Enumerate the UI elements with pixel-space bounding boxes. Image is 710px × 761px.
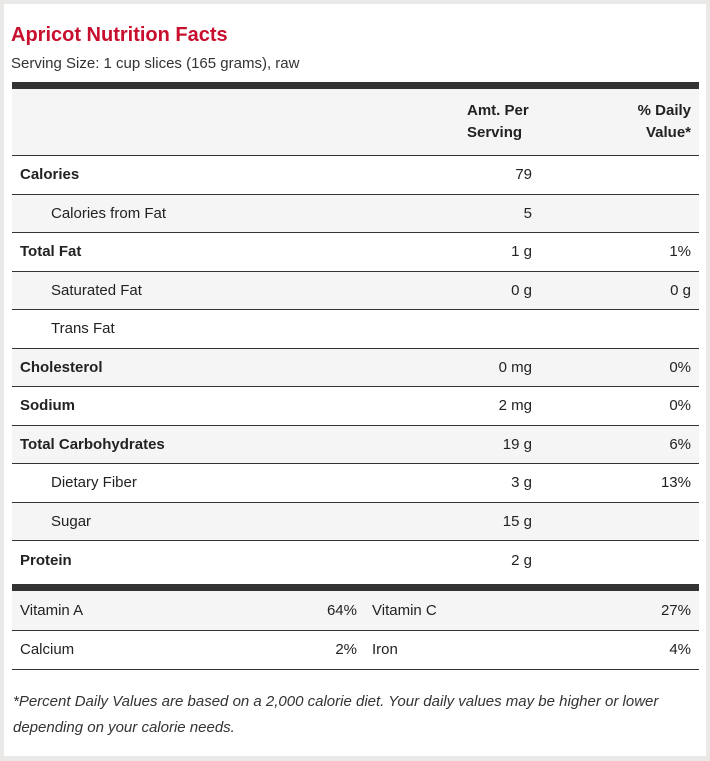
- row-amount: 2 g: [511, 551, 532, 569]
- row-amount: 5: [523, 204, 532, 222]
- row-amount: 15 g: [502, 512, 532, 530]
- header-amount: [412, 100, 532, 144]
- vitamin-value: 27%: [660, 601, 691, 619]
- serving-size: Serving Size: 1 cup slices (165 grams), raw: [11, 55, 300, 72]
- vitamin-name: Calcium: [20, 641, 75, 659]
- vitamin-value: 2%: [335, 641, 357, 659]
- row-label: Calories from Fat: [51, 204, 167, 222]
- row-label: Total Fat: [20, 243, 82, 261]
- nutrition-table: [12, 82, 699, 580]
- row-label: Trans Fat: [51, 320, 115, 338]
- row-label: Total Carbohydrates: [20, 435, 165, 453]
- row-amount: 79: [515, 166, 532, 184]
- header-amount-line2: Serving: [467, 124, 523, 141]
- vitamin-row: [12, 631, 699, 671]
- header-amount-line1: Amt. Per: [467, 102, 529, 119]
- page-title: Apricot Nutrition Facts: [11, 24, 228, 46]
- row-daily-value: 1%: [669, 243, 691, 261]
- table-row: [12, 387, 699, 426]
- nutrition-card: [4, 4, 706, 756]
- table-row: [12, 464, 699, 503]
- row-daily-value: 0%: [669, 397, 691, 415]
- row-label: Saturated Fat: [51, 281, 142, 299]
- row-label: Cholesterol: [20, 358, 103, 376]
- header-dv-line2: Value*: [645, 124, 691, 141]
- table-row: [12, 272, 699, 311]
- header-daily-value: [532, 100, 699, 144]
- vitamin-name: Vitamin A: [20, 601, 84, 619]
- vitamin-value: 64%: [326, 601, 357, 619]
- row-label: Dietary Fiber: [51, 474, 137, 492]
- footnote: *Percent Daily Values are based on a 2,000 calorie diet. Your daily values may be higher or lower depending on your calorie needs.: [13, 693, 659, 736]
- row-amount: 0 g: [511, 281, 532, 299]
- row-amount: 1 g: [511, 243, 532, 261]
- row-daily-value: 0%: [669, 358, 691, 376]
- row-amount: 0 mg: [498, 358, 532, 376]
- table-row: [12, 195, 699, 234]
- vitamin-row: [12, 591, 699, 631]
- table-row: [12, 503, 699, 542]
- row-label: Sodium: [20, 397, 75, 415]
- row-daily-value: 0 g: [670, 281, 691, 299]
- table-row: [12, 233, 699, 272]
- row-label: Protein: [20, 551, 72, 569]
- row-label: Sugar: [51, 512, 92, 530]
- row-amount: 2 mg: [498, 397, 532, 415]
- row-daily-value: 13%: [660, 474, 691, 492]
- table-row: [12, 541, 699, 580]
- table-row: [12, 310, 699, 349]
- header-dv-line1: % Daily: [637, 102, 691, 119]
- row-amount: 3 g: [511, 474, 532, 492]
- vitamin-name: Vitamin C: [372, 601, 437, 619]
- row-amount: 19 g: [502, 435, 532, 453]
- table-row: [12, 349, 699, 388]
- vitamin-name: Iron: [372, 641, 398, 659]
- table-row: [12, 156, 699, 195]
- table-row: [12, 426, 699, 465]
- table-header: [12, 89, 699, 156]
- row-label: Calories: [20, 166, 80, 184]
- vitamin-value: 4%: [669, 641, 691, 659]
- row-daily-value: 6%: [669, 435, 691, 453]
- vitamin-table: [12, 584, 699, 670]
